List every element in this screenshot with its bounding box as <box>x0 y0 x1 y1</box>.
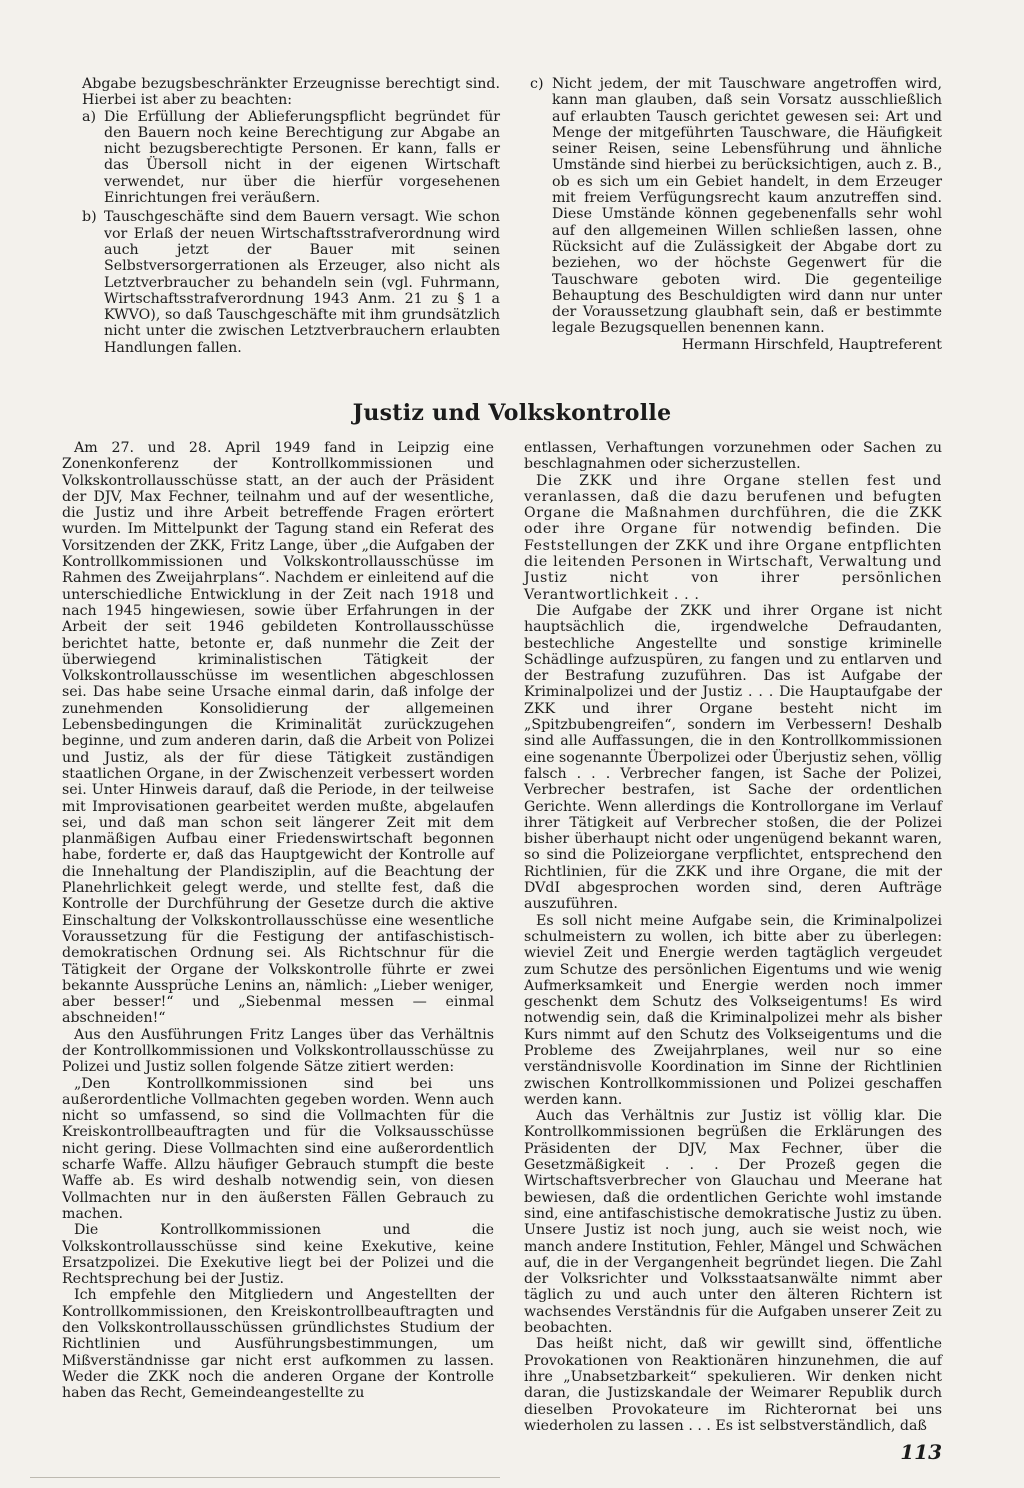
list-item-b <box>82 209 500 356</box>
list-item-a <box>82 109 500 207</box>
article-paragraph: entlassen, Verhaftungen vorzunehmen oder Sachen zu beschlagnahmen oder sicherzustellen. <box>524 440 942 473</box>
list-text: Nicht jedem, der mit Tauschware angetroffen wird, kann man glauben, daß sein Vorsatz ausschließlich auf erlaubten Tausch gerichtet gewesen sei: Art und Menge der mitgeführten Tauschware, die Häufigkeit seiner Reisen, seine Lebensführung und ähnliche Umstände sind hierbei zu berücksichtigen, auch z. B., ob es sich um ein Gebiet handelt, in dem Erzeuger mit freiem Verfügungsrecht kaum anzutreffen sind. Diese Umstände können gegebenenfalls sehr wohl auf den allgemeinen Willen schließen lassen, ohne Rücksicht auf die Zulässigkeit der Abgabe dort zu beziehen, wo der höchste Gegenwert für die Tauschware geboten wird. Die gegenteilige Behauptung des Beschuldigten wird dann nur unter der Voraussetzung glaubhaft sein, daß er bestimmte legale Bezugsquellen benennen kann. <box>552 76 942 337</box>
author-signature: Hermann Hirschfeld, Hauptreferent <box>681 336 942 353</box>
list-text: Die Erfüllung der Ablieferungspflicht begründet für den Bauern noch keine Berechtigung zur Abgabe an nicht bezugsberechtigte Personen. Er kann, falls er das Übersoll nicht in der eigenen Wirtschaft verwendet, nur über die hierfür vorgesehenen Einrichtungen frei veräußern. <box>104 108 500 207</box>
article-paragraph: Aus den Ausführungen Fritz Langes über das Verhältnis der Kontrollkommissionen und Volkskontrollausschüsse zu Polizei und Justiz sollen folgende Sätze zitiert werden: <box>62 1026 494 1076</box>
list-label: b) <box>82 209 97 226</box>
list-item-c <box>530 76 942 337</box>
article-left-column <box>62 440 494 1402</box>
bottom-rule <box>30 1477 500 1478</box>
article-paragraph: Die Aufgabe der ZKK und ihrer Organe ist nicht hauptsächlich die, irgendwelche Defraudanten, bestechliche Angestellte und sonstige kriminelle Schädlinge aufzuspüren, zu fangen und zu entlarven und der Bestrafung zuzuführen. Das ist Aufgabe der Kriminalpolizei und der Justiz . . . Die Hauptaufgabe der ZKK und ihrer Organe besteht nicht im „Spitzbubengreifen“, sondern im Verbessern! Deshalb sind alle Auffassungen, die in den Kontrollkommissionen eine sogenannte Überpolizei oder Überjustiz sehen, völlig falsch . . . Verbrecher fangen, ist Sache der Polizei, Verbrecher bestrafen, ist Sache der ordentlichen Gerichte. Wenn allerdings die Kontrollorgane im Verlauf ihrer Tätigkeit auf Verbrecher stoßen, die der Polizei bisher überhaupt nicht oder ungenügend bekannt waren, so sind die Polizeiorgane verpflichtet, entsprechend den Richtlinien, für die ZKK und ihre Organe, die mit der DVdI abgesprochen worden sind, deren Aufträge auszuführen. <box>524 602 942 913</box>
top-right-column <box>530 76 942 353</box>
list-text: Tauschgeschäfte sind dem Bauern versagt. Wie schon vor Erlaß der neuen Wirtschaftsstrafverordnung wird auch jetzt der Bauer mit seinen Selbstversorgerrationen als Erzeuger, also nicht als Letztverbraucher zu behandeln sein (vgl. Fuhrmann, Wirtschaftsstrafverordnung 1943 Anm. 21 zu § 1 a KWVO), so daß Tauschgeschäfte mit ihm grundsätzlich nicht unter die zwischen Letztverbrauchern erlaubten Handlungen fallen. <box>104 209 500 356</box>
list-label: c) <box>530 76 544 92</box>
article-paragraph: Ich empfehle den Mitgliedern und Angestellten der Kontrollkommissionen, den Kreiskontrollbeauftragten und den Volkskontrollausschüssen gründlichstes Studium der Richtlinien und Ausführungsbestimmungen, um Mißverständnisse gar nicht erst aufkommen zu lassen. Weder die ZKK noch die anderen Organe der Kontrolle haben das Recht, Gemeindeangestellte zu <box>62 1287 494 1402</box>
list-label: a) <box>82 108 96 125</box>
top-left-column <box>82 76 500 356</box>
article-paragraph: Die ZKK und ihre Organe stellen fest und veranlassen, daß die dazu berufenen und befugten Organe die Maßnahmen durchführen, die die ZKK oder ihre Organe für notwendig befinden. Die Feststellungen der ZKK und ihre Organe entpflichten die leitenden Personen in Wirtschaft, Verwaltung und Justiz nicht von ihrer persönlichen Verantwortlichkeit . . . <box>524 472 942 603</box>
article-heading: Justiz und Volkskontrolle <box>352 400 672 426</box>
article-paragraph: Auch das Verhältnis zur Justiz ist völlig klar. Die Kontrollkommissionen begrüßen die Erklärungen des Präsidenten der DJV, Max Fechner, über die Gesetzmäßigkeit . . . Der Prozeß gegen die Wirtschaftsverbrecher von Glauchau und Meerane hat bewiesen, daß die ordentlichen Gerichte wohl imstande sind, eine antifaschistische demokratische Justiz zu üben. Unsere Justiz ist noch jung, auch sie weist noch, wie manch andere Institution, Fehler, Mängel und Schwächen auf, die in der Vergangenheit begründet liegen. Die Zahl der Volksrichter und Volksstaatsanwälte nimmt aber täglich zu und auch unter den älteren Richtern ist wachsendes Verständnis für die Aufgaben unserer Zeit zu beobachten. <box>524 1108 942 1337</box>
article-paragraph: Am 27. und 28. April 1949 fand in Leipzig eine Zonenkonferenz der Kontrollkommissionen und Volkskontrollausschüsse statt, an der auch der Präsident der DJV, Max Fechner, teilnahm und auf der wesentliche, die Justiz und ihre Arbeit betreffende Fragen erörtert wurden. Im Mittelpunkt der Tagung stand ein Referat des Vorsitzenden der ZKK, Fritz Lange, über „die Aufgaben der Kontrollkommissionen und Volkskontrollausschüsse im Rahmen des Zweijahrplans“. Nachdem er einleitend auf die unterschiedliche Entwicklung in der Zeit nach 1918 und nach 1945 hingewiesen, sowie über Erfahrungen in der Arbeit der seit 1946 gebildeten Kontrollausschüsse berichtet hatte, betonte er, daß nunmehr die Zeit der überwiegend kriminalistischen Tätigkeit der Volkskontrollausschüsse im wesentlichen abgeschlossen sei. Das habe seine Ursache einmal darin, daß infolge der zunehmenden Konsolidierung der allgemeinen Lebensbedingungen die Kriminalität zurückzugehen beginne, und zum anderen darin, daß die Arbeit von Polizei und Justiz, als der für diese Tätigkeit zuständigen staatlichen Organe, in der Zwischenzeit verbessert worden sei. Unter Hinweis darauf, daß die Periode, in der teilweise mit Improvisationen gearbeitet werden mußte, abgelaufen sei, und daß man schon seit längerer Zeit mit dem planmäßigen Aufbau einer Friedenswirtschaft begonnen habe, forderte er, daß das Hauptgewicht der Kontrolle auf die Innehaltung der Plandisziplin, auf die Beachtung der Planehrlichkeit gelegt werde, und stellte fest, daß die Kontrolle der Durchführung der Gesetze durch die aktive Einschaltung der Volkskontrollausschüsse eine wesentliche Voraussetzung für die Festigung der antifaschistisch-demokratischen Ordnung sei. Als Richtschnur für die Tätigkeit der Organe der Volkskontrolle führte er zwei bekannte Aussprüche Lenins an, nämlich: „Lieber weniger, aber besser!“ und „Siebenmal messen — einmal abschneiden!“ <box>62 440 494 1027</box>
article-paragraph: Die Kontrollkommissionen und die Volkskontrollausschüsse sind keine Exekutive, keine Ersatzpolizei. Die Exekutive liegt bei der Polizei und die Rechtsprechung bei der Justiz. <box>62 1222 494 1288</box>
intro-paragraph: Abgabe bezugsbeschränkter Erzeugnisse berechtigt sind. Hierbei ist aber zu beachten: <box>82 76 500 109</box>
article-right-column <box>524 440 942 1434</box>
article-paragraph: Es soll nicht meine Aufgabe sein, die Kriminalpolizei schulmeistern zu wollen, ich bitte aber zu überlegen: wieviel Zeit und Energie werden tagtäglich vergeudet zum Schutze des persönlichen Eigentums und wie wenig Aufmerksamkeit und Energie werden noch immer geschenkt dem Schutz des Volkseigentums! Es wird notwendig sein, daß die Kriminalpolizei mehr als bisher Kurs nimmt auf den Schutz des Volkseigentums und die Probleme des Zweijahrplanes, weil nur so eine verständnisvolle Koordination im Sinne der Richtlinien zwischen Kontrollkommissionen und Polizei geschaffen werden kann. <box>524 912 942 1108</box>
article-paragraph: „Den Kontrollkommissionen sind bei uns außerordentliche Vollmachten gegeben worden. Wenn auch nicht so umfassend, so sind die Vollmachten für die Kreiskontrollbeauftragten und für die Volksausschüsse nicht gering. Diese Vollmachten sind eine außerordentlich scharfe Waffe. Allzu häufiger Gebrauch stumpft die beste Waffe ab. Es wird deshalb notwendig sein, von diesen Vollmachten nur in den äußersten Fällen Gebrauch zu machen. <box>62 1075 494 1222</box>
article-paragraph: Das heißt nicht, daß wir gewillt sind, öffentliche Provokationen von Reaktionären hinzunehmen, die auf ihre „Unabsetzbarkeit“ spekulieren. Wir denken nicht daran, die Justizskandale der Weimarer Republik durch dieselben Provokateure im Richterornat bei uns wiederholen zu lassen . . . Es ist selbstverständlich, daß <box>524 1336 942 1434</box>
page-number: 113 <box>900 1440 942 1464</box>
